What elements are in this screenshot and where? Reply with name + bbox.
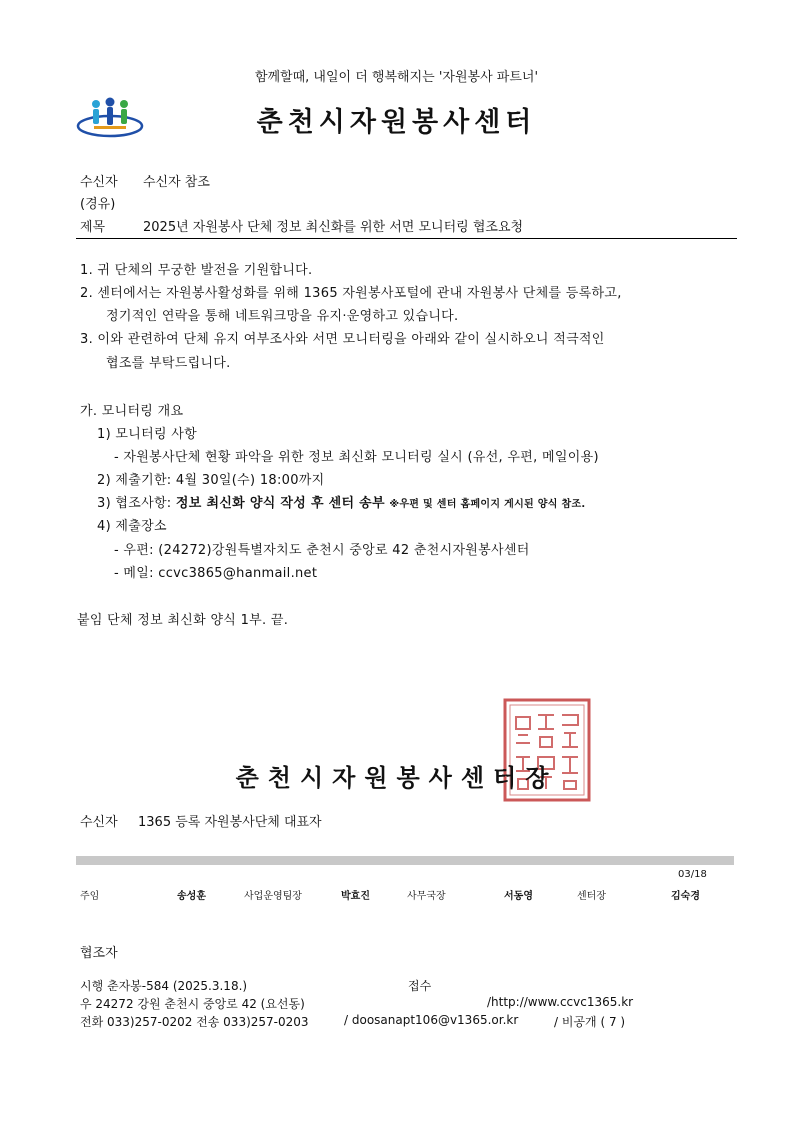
approval-name-3: 서동영 bbox=[504, 891, 533, 902]
subject-value: 2025년 자원봉사 단체 정보 최신화를 위한 서면 모니터링 협조요청 bbox=[143, 220, 524, 235]
request-prefix: 3) 협조사항: bbox=[97, 496, 176, 511]
recipient-value: 수신자 참조 bbox=[143, 175, 210, 190]
subsection-1-detail: - 자원봉사단체 현황 파악을 위한 정보 최신화 모니터링 실시 (유선, 우편, 메일이용) bbox=[114, 450, 599, 465]
subsection-4-title: 4) 제출장소 bbox=[97, 519, 167, 534]
recipients-label: 수신자 bbox=[80, 815, 118, 830]
approval-role-4: 센터장 bbox=[577, 891, 606, 902]
approval-name-2: 박효진 bbox=[341, 891, 370, 902]
footer-website[interactable]: /http://www.ccvc1365.kr bbox=[487, 995, 634, 1009]
header-rule bbox=[76, 238, 737, 239]
approval-name-1: 송성훈 bbox=[177, 891, 206, 902]
subject-label: 제목 bbox=[80, 220, 106, 235]
footer-address: 우 24272 강원 춘천시 중앙로 42 (요선동) bbox=[80, 997, 305, 1011]
footer-email[interactable]: / doosanapt106@v1365.or.kr bbox=[344, 1013, 519, 1027]
approval-name-4: 김숙경 bbox=[671, 891, 700, 902]
footer-phone-fax: 전화 033)257-0202 전송 033)257-0203 bbox=[80, 1015, 309, 1029]
section-title: 가. 모니터링 개요 bbox=[80, 404, 184, 419]
approval-role-1: 주임 bbox=[80, 891, 100, 902]
request-note: ※우편 및 센터 홈페이지 게시된 양식 참조. bbox=[389, 499, 586, 510]
paragraph-1: 1. 귀 단체의 무궁한 발전을 기원합니다. bbox=[80, 263, 313, 278]
via-label: (경유) bbox=[80, 197, 116, 212]
cooperator-label: 협조자 bbox=[80, 946, 118, 961]
org-title: 춘천시자원봉사센터 bbox=[256, 107, 537, 138]
approval-role-2: 사업운영팀장 bbox=[244, 891, 302, 902]
subsection-1-title: 1) 모니터링 사항 bbox=[97, 427, 197, 442]
paragraph-3-line-2: 협조를 부탁드립니다. bbox=[106, 356, 231, 371]
subsection-2-deadline: 2) 제출기한: 4월 30일(수) 18:00까지 bbox=[97, 473, 325, 488]
approval-role-3: 사무국장 bbox=[407, 891, 446, 902]
paragraph-2-line-1: 2. 센터에서는 자원봉사활성화를 위해 1365 자원봉사포털에 관내 자원봉사 단체를 등록하고, bbox=[80, 286, 622, 301]
signer-name: 춘천시자원봉사센터장 bbox=[235, 764, 558, 792]
divider-bar bbox=[76, 856, 734, 865]
paragraph-2-line-2: 정기적인 연락을 통해 네트워크망을 유지·운영하고 있습니다. bbox=[106, 309, 459, 324]
approval-date: 03/18 bbox=[678, 869, 707, 880]
attachment-line: 붙임 단체 정보 최신화 양식 1부. 끝. bbox=[77, 613, 289, 628]
subsection-3-request bbox=[97, 492, 586, 511]
paragraph-3-line-1: 3. 이와 관련하여 단체 유지 여부조사와 서면 모니터링을 아래와 같이 실시하오니 적극적인 bbox=[80, 332, 605, 347]
recipient-label: 수신자 bbox=[80, 175, 118, 190]
footer-receipt: 접수 bbox=[408, 979, 432, 993]
footer-doc-number: 시행 춘자봉-584 (2025.3.18.) bbox=[80, 979, 248, 993]
slogan: 함께할때, 내일이 더 행복해지는 '자원봉사 파트너' bbox=[254, 70, 539, 85]
recipients-value: 1365 등록 자원봉사단체 대표자 bbox=[138, 815, 322, 830]
submission-post: - 우편: (24272)강원특별자치도 춘천시 중앙로 42 춘천시자원봉사센터 bbox=[114, 543, 530, 558]
request-bold: 정보 최신화 양식 작성 후 센터 송부 bbox=[175, 496, 385, 511]
submission-email: - 메일: ccvc3865@hanmail.net bbox=[114, 566, 318, 581]
footer-disclosure: / 비공개 ( 7 ) bbox=[554, 1015, 626, 1029]
